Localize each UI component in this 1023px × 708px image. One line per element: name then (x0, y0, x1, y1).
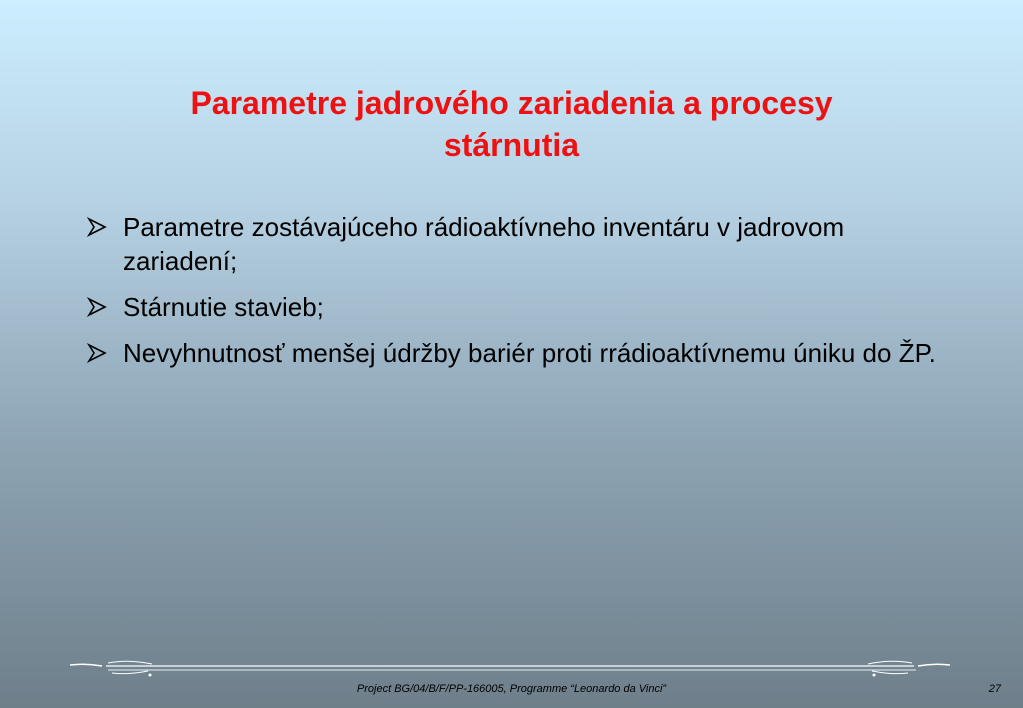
footer-project-text: Project BG/04/B/F/PP-166005, Programme “Leonardo da Vinci” (356, 683, 667, 695)
bullet-text: Parametre zostávajúceho rádioaktívneho inventáru v jadrovom zariadení; (123, 212, 845, 276)
bullet-text: Nevyhnutnosť menšej údržby bariér proti rrádioaktívnemu úniku do ŽP. (123, 338, 936, 368)
arrowhead-bullet-icon (86, 210, 114, 244)
bullet-item (86, 290, 956, 324)
bullet-list (86, 210, 956, 382)
bullet-text: Stárnutie stavieb; (123, 292, 324, 322)
slide-title (100, 82, 923, 166)
page-number: 27 (988, 683, 1001, 695)
arrowhead-bullet-icon (86, 336, 114, 370)
arrowhead-bullet-icon (86, 290, 114, 324)
bullet-item (86, 336, 956, 370)
bullet-item (86, 210, 956, 278)
slide-title-line-2: stárnutia (443, 127, 580, 163)
slide-title-line-1: Parametre jadrového zariadenia a procesy (190, 85, 833, 121)
footer-ornament-divider (68, 655, 952, 679)
